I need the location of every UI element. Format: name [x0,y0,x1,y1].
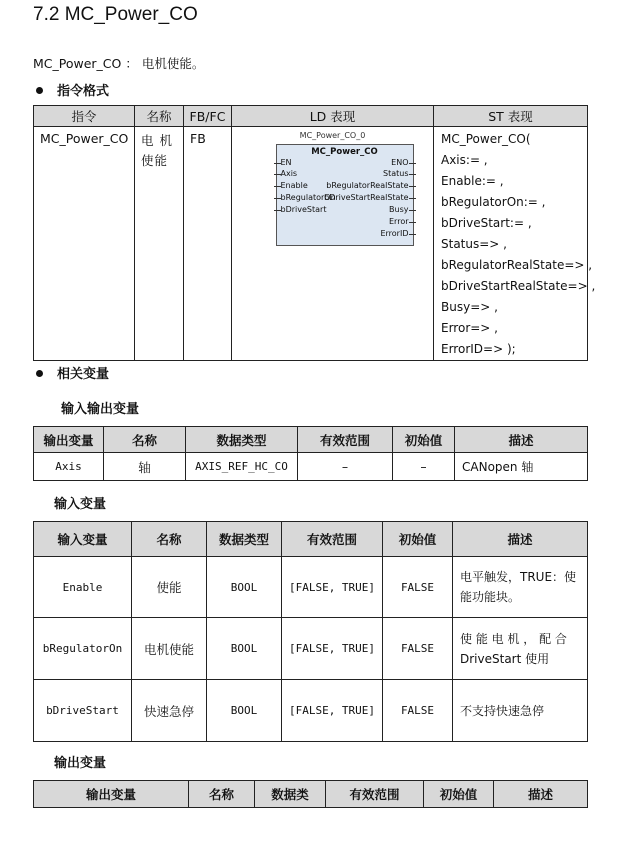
st-code-line: bRegulatorRealState=> , [441,258,593,272]
input-name-cell: 快速急停 [132,680,207,742]
bullet-format [36,80,109,99]
inout-header: 描述 [455,427,588,453]
format-section-title: 指令格式 [57,84,110,99]
fb-output-pin: Status [383,168,409,180]
output-header: 名称 [189,781,255,808]
format-instruction-cell: MC_Power_CO [34,127,135,361]
output-header: 描述 [494,781,588,808]
input-range-cell: [FALSE, TRUE] [282,680,383,742]
input-name-cell: 电机使能 [132,618,207,680]
table-row [34,618,588,680]
st-code-line: Axis:= , [441,153,488,167]
input-title: 输入变量 [54,497,107,512]
vars-section-title: 相关变量 [57,367,110,382]
input-var-cell: Enable [34,557,132,618]
format-st-cell [434,127,596,361]
inout-header: 名称 [104,427,186,453]
input-desc-cell: 使 能 电 机 ， 配 合 DriveStart 使用 [453,618,588,680]
input-init-cell: FALSE [383,618,453,680]
input-header: 数据类型 [207,522,282,557]
section-heading: 7.2 MC_Power_CO [33,4,198,25]
st-code-line: MC_Power_CO( [441,132,531,146]
fb-block [276,144,414,246]
format-header-ld: LD 表现 [232,106,434,127]
input-init-cell: FALSE [383,557,453,618]
inout-type-cell: AXIS_REF_HC_CO [186,453,298,481]
fb-output-pin: Busy [389,204,408,216]
input-desc-cell: 电平触发，TRUE：使能功能块。 [453,557,588,618]
inout-table-header [34,427,588,453]
inout-init-cell: – [393,453,455,481]
inout-name-cell: 轴 [104,453,186,481]
output-header: 初始值 [424,781,494,808]
table-row [34,557,588,618]
bullet-dot-icon [36,370,43,377]
input-header: 有效范围 [282,522,383,557]
fb-instance-name: MC_Power_CO_0 [299,131,366,140]
inout-header: 有效范围 [298,427,393,453]
fb-diagram [256,127,410,262]
input-header: 名称 [132,522,207,557]
fb-output-pin: Error [389,216,409,228]
input-init-cell: FALSE [383,680,453,742]
input-header: 描述 [453,522,588,557]
st-code-line: Error=> , [441,321,498,335]
format-type-cell: FB [184,127,232,361]
st-code-line: bRegulatorOn:= , [441,195,546,209]
input-table-header [34,522,588,557]
fb-block-title: MC_Power_CO [311,147,378,157]
input-var-cell: bRegulatorOn [34,618,132,680]
input-name-cell: 使能 [132,557,207,618]
st-code-line: Busy=> , [441,300,498,314]
bullet-dot-icon [36,87,43,94]
fb-output-pin: bDriveStartRealState [324,192,408,204]
input-type-cell: BOOL [207,557,282,618]
fb-input-pin: Enable [281,180,308,192]
table-row [34,680,588,742]
fb-input-pin: Axis [281,168,298,180]
input-header: 初始值 [383,522,453,557]
table-row [34,453,588,481]
input-type-cell: BOOL [207,680,282,742]
input-range-cell: [FALSE, TRUE] [282,557,383,618]
format-ld-cell [232,127,434,361]
fb-input-pin: bRegulatorOn [281,192,336,204]
fb-output-pin: ErrorID [380,228,408,240]
fb-output-pin: ENO [391,157,408,169]
format-table-header [34,106,588,127]
inout-desc-cell: CANopen 轴 [455,453,588,481]
input-header: 输入变量 [34,522,132,557]
format-name-cell: 电 机 使能 [135,127,184,361]
inout-header: 输出变量 [34,427,104,453]
st-code-line: ErrorID=> ); [441,342,516,356]
fb-input-pin: bDriveStart [281,204,327,216]
format-table-row [34,127,588,361]
output-header: 有效范围 [326,781,424,808]
output-header: 数据类 [255,781,326,808]
inout-range-cell: – [298,453,393,481]
input-var-cell: bDriveStart [34,680,132,742]
output-table-header [34,781,588,808]
output-header: 输出变量 [34,781,189,808]
fb-output-pin: bRegulatorRealState [326,180,408,192]
st-code-line: bDriveStartRealState=> , [441,279,596,293]
st-code-line: Enable:= , [441,174,504,188]
output-table [33,780,588,808]
inout-table [33,426,588,481]
format-header-instruction: 指令 [34,106,135,127]
format-header-st: ST 表现 [434,106,588,127]
input-range-cell: [FALSE, TRUE] [282,618,383,680]
intro-text: MC_Power_CO ： 电机使能。 [33,56,205,71]
input-desc-cell: 不支持快速急停 [453,680,588,742]
inout-title: 输入输出变量 [61,402,140,417]
input-table [33,521,588,742]
inout-header: 数据类型 [186,427,298,453]
output-title: 输出变量 [54,756,107,771]
st-code-line: Status=> , [441,237,507,251]
inout-var-cell: Axis [34,453,104,481]
format-header-type: FB/FC [184,106,232,127]
format-header-name: 名称 [135,106,184,127]
format-table [33,105,596,361]
input-type-cell: BOOL [207,618,282,680]
inout-header: 初始值 [393,427,455,453]
bullet-vars [36,363,109,382]
fb-input-pin: EN [281,157,292,169]
st-code-line: bDriveStart:= , [441,216,532,230]
